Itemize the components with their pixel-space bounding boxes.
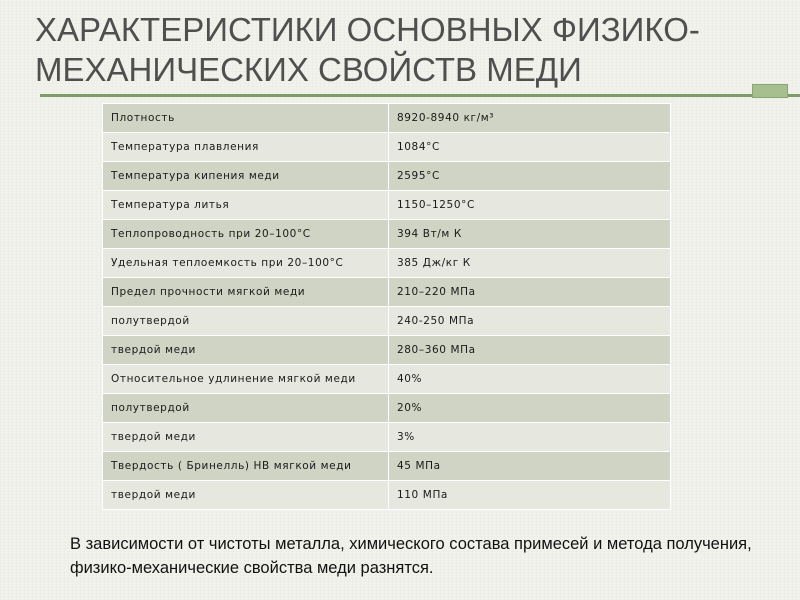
table-row: [103, 423, 671, 452]
property-name-cell: твердой меди: [103, 481, 389, 510]
property-value-cell: 385 Дж/кг К: [389, 249, 671, 278]
property-value-cell: 280–360 МПа: [389, 336, 671, 365]
property-name-cell: Твердость ( Бринелль) НВ мягкой меди: [103, 452, 389, 481]
table-row: [103, 336, 671, 365]
property-value-cell: 8920-8940 кг/м³: [389, 104, 671, 133]
properties-table: [102, 103, 671, 510]
property-name-cell: полутвердой: [103, 307, 389, 336]
property-value-cell: 210–220 МПа: [389, 278, 671, 307]
table-row: [103, 365, 671, 394]
property-value-cell: 40%: [389, 365, 671, 394]
property-value-cell: 240-250 МПа: [389, 307, 671, 336]
property-value-cell: 2595°C: [389, 162, 671, 191]
property-value-cell: 45 МПа: [389, 452, 671, 481]
title-underline: [40, 94, 800, 97]
property-name-cell: твердой меди: [103, 423, 389, 452]
property-value-cell: 3%: [389, 423, 671, 452]
property-name-cell: Удельная теплоемкость при 20–100°C: [103, 249, 389, 278]
footnote-text: В зависимости от чистоты металла, химического состава примесей и метода получения, физико-механические свойства меди разнятся.: [70, 535, 752, 577]
property-name-cell: полутвердой: [103, 394, 389, 423]
property-value-cell: 1084°C: [389, 133, 671, 162]
table-row: [103, 278, 671, 307]
slide-title: ХАРАКТЕРИСТИКИ ОСНОВНЫХ ФИЗИКО-МЕХАНИЧЕСКИХ СВОЙСТВ МЕДИ: [35, 11, 700, 88]
property-value-cell: 20%: [389, 394, 671, 423]
property-name-cell: твердой меди: [103, 336, 389, 365]
table-row: [103, 481, 671, 510]
properties-table-body: [103, 104, 671, 510]
property-name-cell: Плотность: [103, 104, 389, 133]
property-name-cell: Температура кипения меди: [103, 162, 389, 191]
table-row: [103, 191, 671, 220]
property-name-cell: Предел прочности мягкой меди: [103, 278, 389, 307]
property-value-cell: 1150–1250°C: [389, 191, 671, 220]
table-row: [103, 249, 671, 278]
table-row: [103, 162, 671, 191]
table-row: [103, 220, 671, 249]
property-name-cell: Теплопроводность при 20–100°C: [103, 220, 389, 249]
table-row: [103, 394, 671, 423]
title-accent-block: [752, 84, 788, 98]
table-row: [103, 452, 671, 481]
property-value-cell: 110 МПа: [389, 481, 671, 510]
property-name-cell: Температура плавления: [103, 133, 389, 162]
table-row: [103, 104, 671, 133]
table-row: [103, 133, 671, 162]
property-value-cell: 394 Вт/м К: [389, 220, 671, 249]
table-row: [103, 307, 671, 336]
property-name-cell: Относительное удлинение мягкой меди: [103, 365, 389, 394]
property-name-cell: Температура литья: [103, 191, 389, 220]
